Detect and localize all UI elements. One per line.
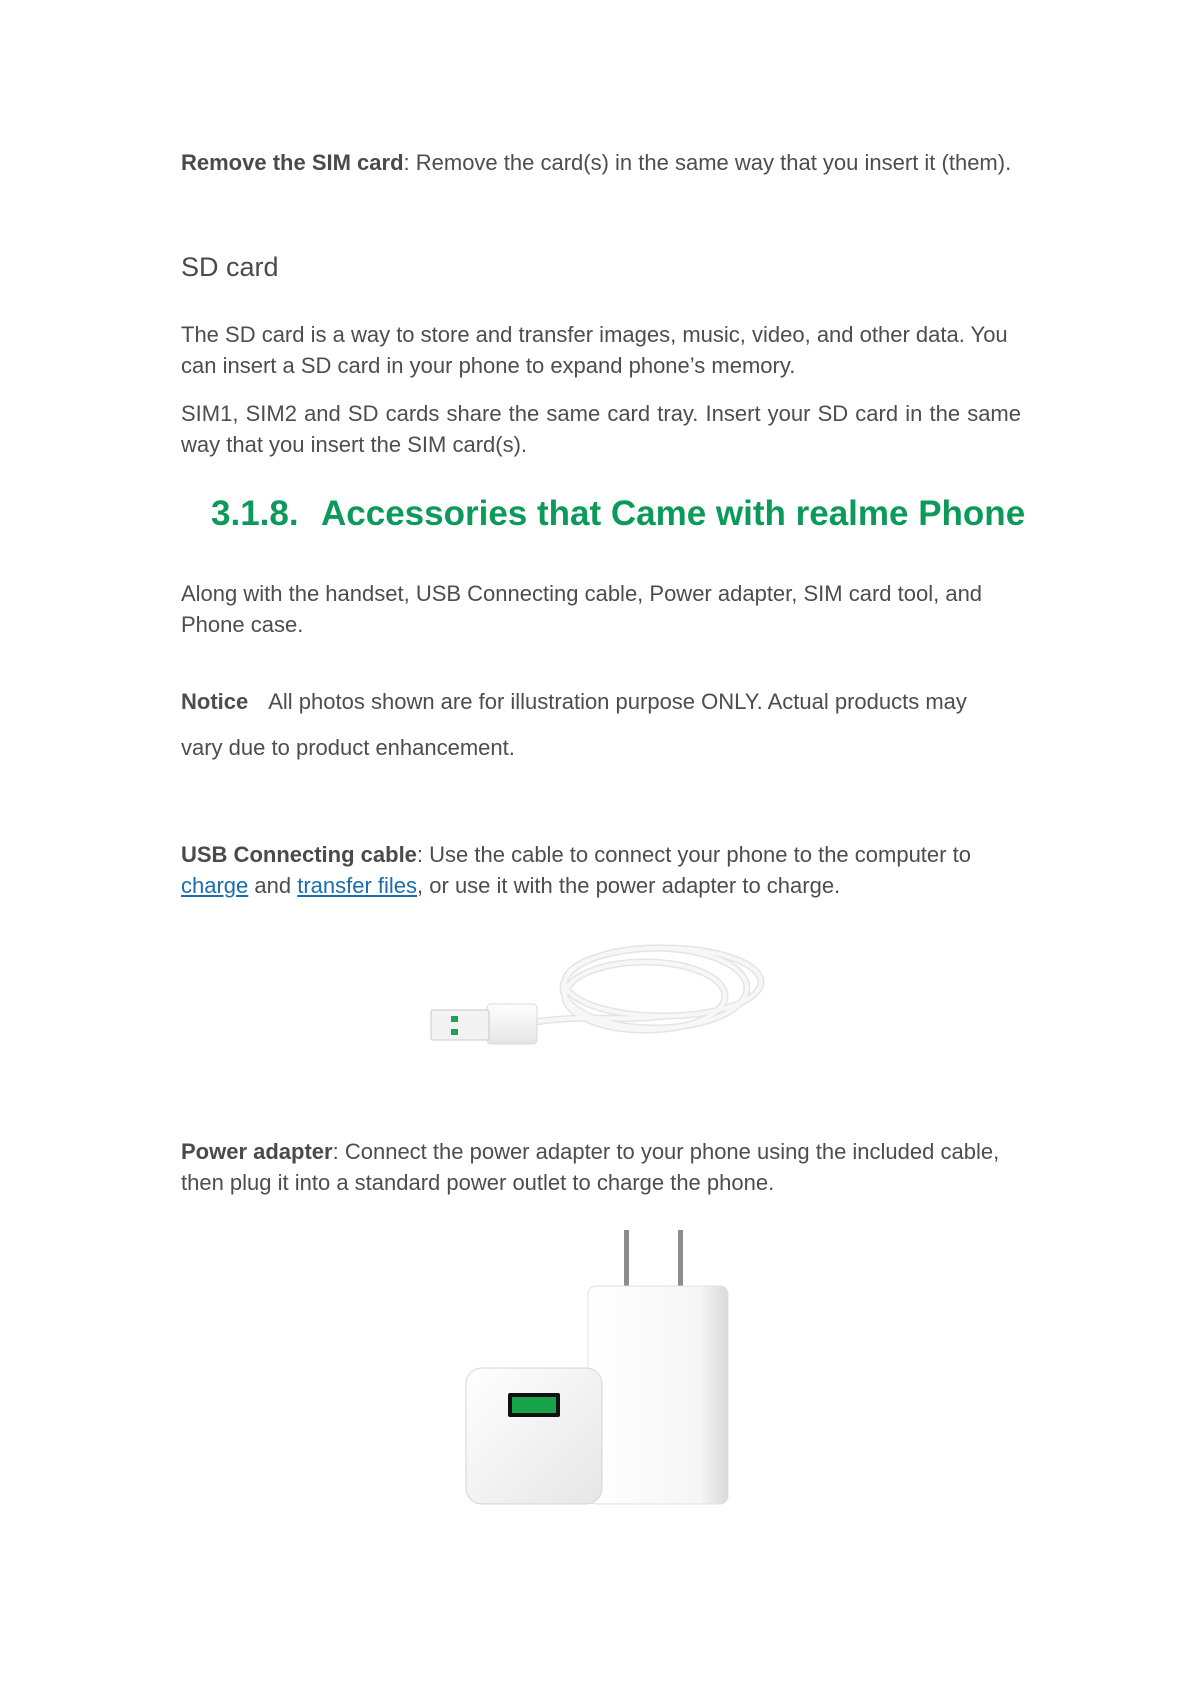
notice-line-2: vary due to product enhancement. [181, 735, 515, 760]
power-adapter-text: Connect the power adapter to your phone using the included cable, then plug it into a standard power outlet to charge the phone. [181, 1139, 1000, 1195]
remove-sim-text: Remove the card(s) in the same way that you insert it (them). [415, 150, 1012, 175]
remove-sim-label: Remove the SIM card [181, 150, 404, 175]
sd-card-para-2: SIM1, SIM2 and SD cards share the same card tray. Insert your SD card in the same way that you insert the SIM card(s). [181, 401, 1021, 457]
sd-card-para-1: The SD card is a way to store and transfer images, music, video, and other data. You can insert a SD card in your phone to expand phone’s memory. [181, 322, 1008, 378]
adapter-prong-left [624, 1230, 629, 1290]
charge-link[interactable]: charge [181, 873, 249, 898]
usb-cable-text-before: Use the cable to connect your phone to the computer to [429, 842, 971, 867]
usb-plug-head [431, 1010, 489, 1040]
remove-sim-paragraph [181, 147, 1021, 178]
section-title: Accessories that Came with realme Phone [321, 494, 1026, 533]
transfer-files-link[interactable]: transfer files [297, 873, 418, 898]
section-number: 3.1.8. [211, 494, 299, 533]
usb-cable-sep: : [416, 842, 430, 867]
usb-port-insert [512, 1397, 556, 1413]
accessories-intro: Along with the handset, USB Connecting cable, Power adapter, SIM card tool, and Phone case. [181, 581, 983, 637]
usb-cable-text-after: , or use it with the power adapter to charge. [417, 873, 841, 898]
power-adapter-label: Power adapter [181, 1139, 333, 1164]
sd-card-heading: SD card [181, 252, 279, 282]
power-adapter-paragraph [181, 1136, 1021, 1198]
section-heading [211, 494, 1025, 534]
remove-sim-sep: : [403, 150, 416, 175]
usb-cable-image [425, 930, 765, 1070]
notice-text-1: All photos shown are for illustration purpose ONLY. Actual products may [268, 689, 967, 714]
usb-plug-body [487, 1004, 537, 1044]
adapter-body [588, 1286, 728, 1504]
usb-cable-label: USB Connecting cable [181, 842, 417, 867]
notice-line-1 [181, 686, 1021, 717]
usb-cable-paragraph [181, 839, 1021, 901]
power-adapter-image [460, 1230, 740, 1510]
adapter-prong-right [678, 1230, 683, 1290]
adapter-face [466, 1368, 602, 1504]
notice-label: Notice [181, 689, 249, 714]
usb-cable-text-and: and [248, 873, 298, 898]
power-adapter-sep: : [332, 1139, 345, 1164]
